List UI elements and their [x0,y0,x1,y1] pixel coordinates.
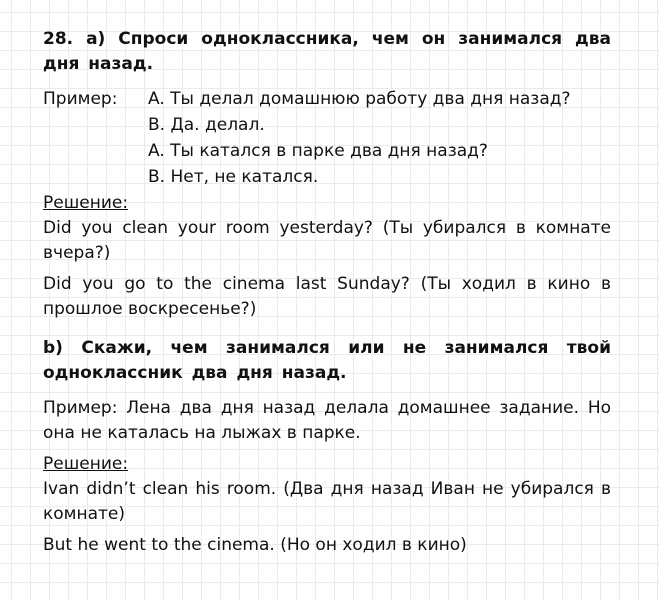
dialogue-line: B. Да. делал. [148,115,265,135]
exercise-content [43,27,611,564]
answer-line: Ivan didn’t clean his room. (Два дня назад Иван не убирался в комнате) [43,479,611,524]
answer-line: Did you clean your room yesterday? (Ты убирался в комнате вчера?) [43,218,611,263]
solution-label: Решение: [43,454,129,474]
example-label: Пример: [43,89,118,109]
answer-line: Did you go to the cinema last Sunday? (Ты ходил в кино в прошлое воскресенье?) [43,274,611,319]
task-b-heading: b) Скажи, чем занимался или не занимался твой одноклассник два дня назад. [43,338,611,383]
dialogue-line: A. Ты катался в парке два дня назад? [148,141,488,161]
dialogue-line: A. Ты делал домашнюю работу два дня назад? [148,89,571,109]
task-a [43,27,611,322]
solution-label: Решение: [43,193,129,213]
answer-line: But he went to the cinema. (Но он ходил в кино) [43,535,467,555]
task-b [43,336,611,558]
example-dialogue [148,87,611,191]
dialogue-line: B. Нет, не катался. [148,167,319,187]
task-b-example: Пример: Лена два дня назад делала домашнее задание. Но она не каталась на лыжах в парке. [43,398,611,443]
task-a-example [43,87,611,191]
task-a-heading: 28. a) Спроси одноклассника, чем он занимался два дня назад. [43,29,611,74]
